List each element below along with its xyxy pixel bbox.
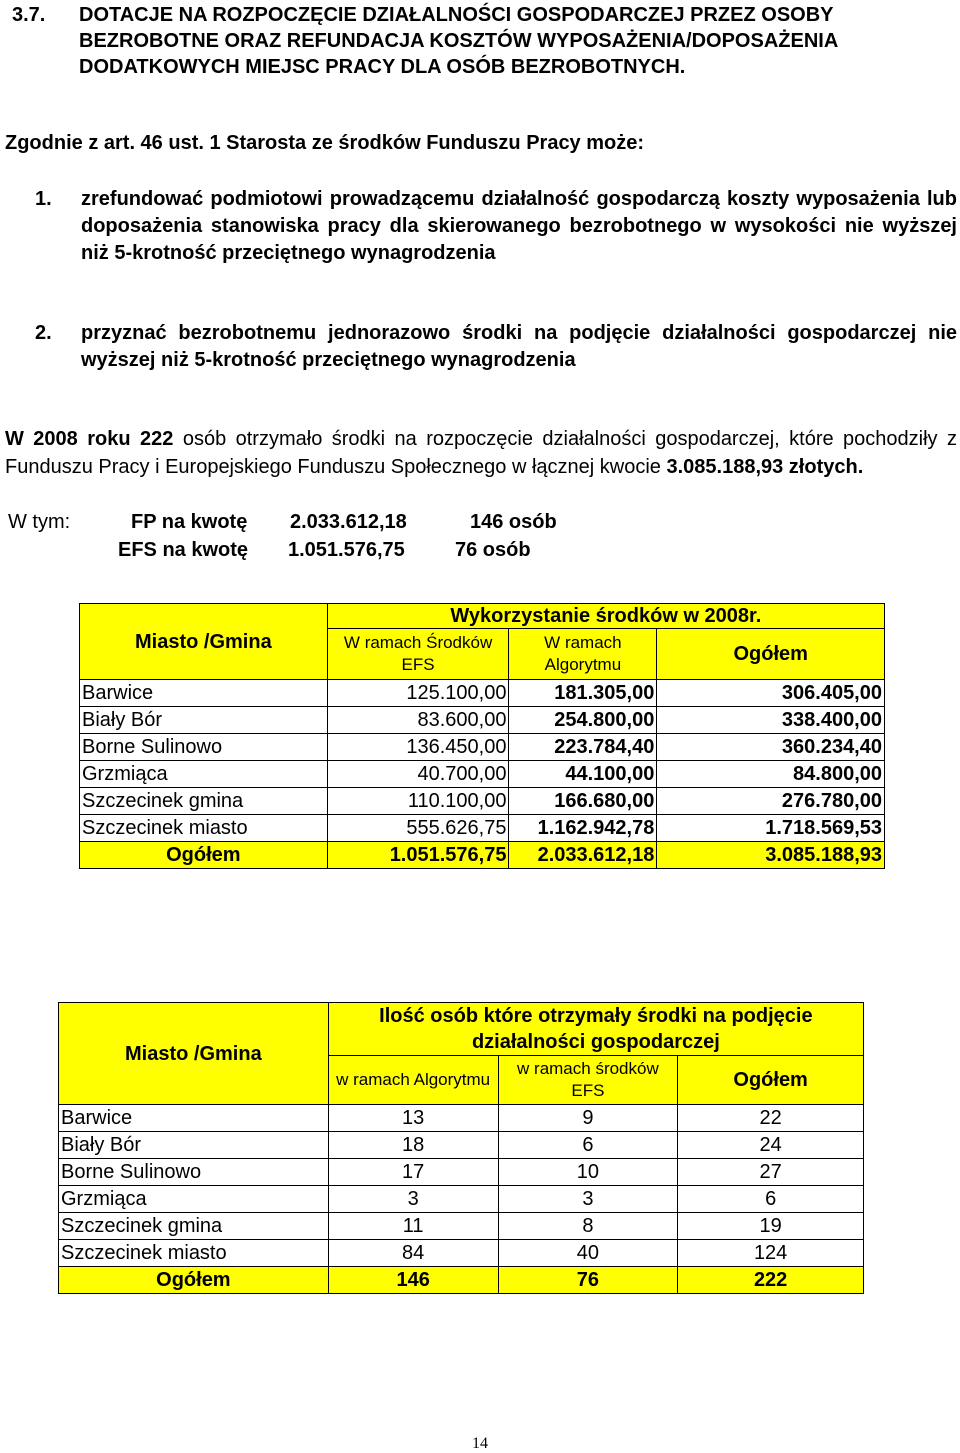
total-cell: 84.800,00 — [657, 761, 885, 788]
summary-body: osób otrzymało środki na rozpoczęcie działalności gospodarczej, które pochodziły z Funduszu Pracy i Europejskiego Funduszu Społecznego w łącznej kwocie — [5, 428, 957, 478]
algorithm-cell: 3 — [328, 1186, 498, 1213]
efs-cell: 136.450,00 — [327, 734, 509, 761]
total-cell: 276.780,00 — [657, 788, 885, 815]
city-cell: Szczecinek miasto — [59, 1240, 329, 1267]
fund-breakdown — [8, 508, 608, 568]
city-cell: Szczecinek gmina — [59, 1213, 329, 1240]
summary-paragraph — [5, 426, 957, 481]
table-total-row — [80, 842, 885, 869]
list-item-number: 2. — [35, 322, 52, 344]
table-row — [80, 761, 885, 788]
table-row — [80, 788, 885, 815]
list-item — [35, 186, 957, 267]
algorithm-cell: 11 — [328, 1213, 498, 1240]
total-cell: 306.405,00 — [657, 680, 885, 707]
efs-cell: 110.100,00 — [327, 788, 509, 815]
efs-cell: 3 — [498, 1186, 678, 1213]
sum-label-cell: Ogółem — [59, 1267, 329, 1294]
city-cell: Biały Bór — [59, 1132, 329, 1159]
sum-efs-cell: 76 — [498, 1267, 678, 1294]
section-title: DOTACJE NA ROZPOCZĘCIE DZIAŁALNOŚCI GOSPODARCZEJ PRZEZ OSOBY BEZROBOTNE ORAZ REFUNDACJA KOSZTÓW WYPOSAŻENIA/DOPOSAŻENIA DODATKOWYCH MIEJSC PRACY DLA OSÓB BEZROBOTNYCH. — [79, 4, 838, 78]
table-row — [59, 1213, 864, 1240]
city-cell: Grzmiąca — [59, 1186, 329, 1213]
list-item — [35, 320, 957, 374]
total-header: Ogółem — [678, 1056, 864, 1105]
section-number: 3.7. — [12, 4, 46, 26]
efs-cell: 40.700,00 — [327, 761, 509, 788]
efs-header: w ramach środków EFS — [498, 1056, 678, 1105]
total-cell: 19 — [678, 1213, 864, 1240]
table-row — [59, 1240, 864, 1267]
breakdown-amount: 1.051.576,75 — [288, 539, 405, 561]
total-cell: 6 — [678, 1186, 864, 1213]
persons-table — [58, 1002, 864, 1294]
breakdown-label: W tym: — [8, 511, 71, 533]
table-row — [59, 1105, 864, 1132]
summary-total: 3.085.188,93 złotych. — [666, 455, 864, 478]
table-row — [80, 707, 885, 734]
table-row — [59, 1132, 864, 1159]
city-cell: Borne Sulinowo — [80, 734, 328, 761]
algorithm-cell: 1.162.942,78 — [509, 815, 657, 842]
table-row — [80, 815, 885, 842]
breakdown-persons: 146 osób — [470, 511, 557, 533]
algorithm-cell: 254.800,00 — [509, 707, 657, 734]
sum-efs-cell: 1.051.576,75 — [327, 842, 509, 869]
algorithm-cell: 166.680,00 — [509, 788, 657, 815]
algorithm-cell: 223.784,40 — [509, 734, 657, 761]
efs-cell: 10 — [498, 1159, 678, 1186]
city-header: Miasto /Gmina — [80, 604, 328, 680]
section-heading — [12, 2, 952, 80]
sum-algorithm-cell: 2.033.612,18 — [509, 842, 657, 869]
group-header: Wykorzystanie środków w 2008r. — [327, 604, 884, 629]
efs-cell: 9 — [498, 1105, 678, 1132]
total-cell: 27 — [678, 1159, 864, 1186]
group-header: Ilość osób które otrzymały środki na podjęcie działalności gospodarczej — [328, 1003, 863, 1056]
list-item-number: 1. — [35, 188, 52, 210]
total-cell: 338.400,00 — [657, 707, 885, 734]
total-cell: 124 — [678, 1240, 864, 1267]
table-row — [59, 1159, 864, 1186]
sum-total-cell: 222 — [678, 1267, 864, 1294]
city-cell: Barwice — [80, 680, 328, 707]
list-item-text: przyznać bezrobotnemu jednorazowo środki na podjęcie działalności gospodarczej nie wyższej niż 5-krotność przeciętnego wynagrodzenia — [81, 322, 957, 371]
efs-cell: 6 — [498, 1132, 678, 1159]
table-row — [59, 1186, 864, 1213]
table-row — [80, 734, 885, 761]
breakdown-amount: 2.033.612,18 — [290, 511, 407, 533]
table-row — [80, 680, 885, 707]
sum-total-cell: 3.085.188,93 — [657, 842, 885, 869]
city-cell: Borne Sulinowo — [59, 1159, 329, 1186]
page-number: 14 — [472, 1435, 488, 1452]
total-cell: 22 — [678, 1105, 864, 1132]
total-cell: 1.718.569,53 — [657, 815, 885, 842]
algorithm-header: W ramach Algorytmu — [509, 629, 657, 680]
efs-cell: 40 — [498, 1240, 678, 1267]
summary-lead: W 2008 roku 222 — [5, 428, 174, 450]
algorithm-cell: 18 — [328, 1132, 498, 1159]
algorithm-cell: 181.305,00 — [509, 680, 657, 707]
sum-algorithm-cell: 146 — [328, 1267, 498, 1294]
efs-cell: 125.100,00 — [327, 680, 509, 707]
efs-header: W ramach Środków EFS — [327, 629, 509, 680]
city-cell: Szczecinek gmina — [80, 788, 328, 815]
table-total-row — [59, 1267, 864, 1294]
efs-cell: 8 — [498, 1213, 678, 1240]
breakdown-fund: EFS na kwotę — [118, 539, 249, 561]
total-header: Ogółem — [657, 629, 885, 680]
total-cell: 24 — [678, 1132, 864, 1159]
city-cell: Barwice — [59, 1105, 329, 1132]
funds-usage-table — [79, 603, 885, 869]
city-cell: Biały Bór — [80, 707, 328, 734]
algorithm-cell: 17 — [328, 1159, 498, 1186]
efs-cell: 555.626,75 — [327, 815, 509, 842]
sum-label-cell: Ogółem — [80, 842, 328, 869]
intro-text: Zgodnie z art. 46 ust. 1 Starosta ze środków Funduszu Pracy może: — [5, 132, 645, 154]
city-cell: Szczecinek miasto — [80, 815, 328, 842]
breakdown-fund: FP na kwotę — [131, 511, 248, 533]
city-cell: Grzmiąca — [80, 761, 328, 788]
total-cell: 360.234,40 — [657, 734, 885, 761]
algorithm-cell: 44.100,00 — [509, 761, 657, 788]
algorithm-header: w ramach Algorytmu — [328, 1056, 498, 1105]
breakdown-persons: 76 osób — [455, 539, 531, 561]
algorithm-cell: 13 — [328, 1105, 498, 1132]
list-item-text: zrefundować podmiotowi prowadzącemu działalność gospodarczą koszty wyposażenia lub doposażenia stanowiska pracy dla skierowanego bezrobotnego w wysokości nie wyższej niż 5-krotność przeciętnego wynagrodzenia — [81, 188, 957, 264]
city-header: Miasto /Gmina — [59, 1003, 329, 1105]
algorithm-cell: 84 — [328, 1240, 498, 1267]
efs-cell: 83.600,00 — [327, 707, 509, 734]
